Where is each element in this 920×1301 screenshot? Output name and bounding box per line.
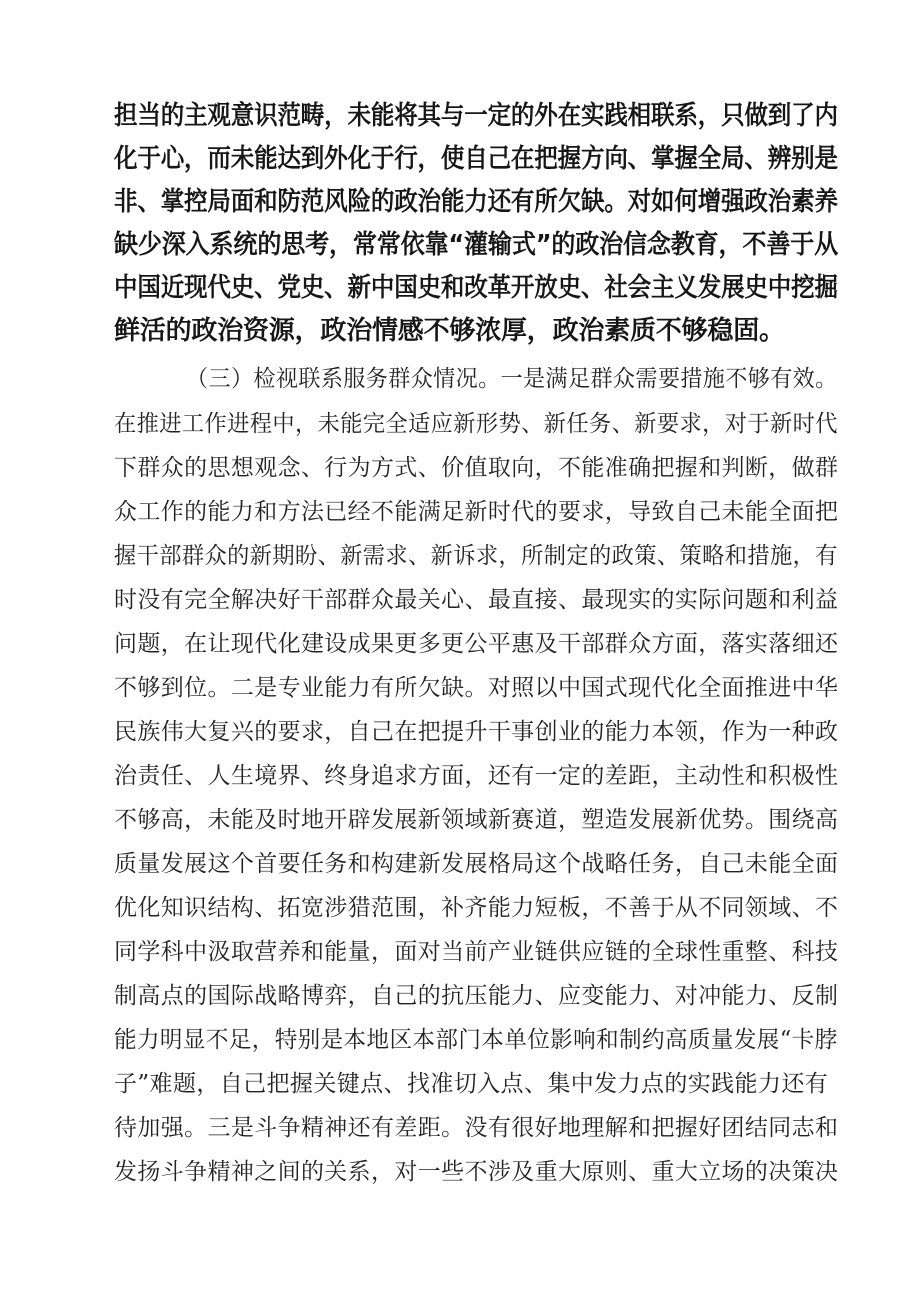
text-line: 民族伟大复兴的要求，自己在把提升干事创业的能力本领，作为一种政 bbox=[114, 719, 839, 745]
text-line: 缺少深入系统的思考，常常依靠“灌输式”的政治信念教育，不善于从 bbox=[114, 230, 838, 260]
text-line: 同学科中汲取营养和能量，面对当前产业链供应链的全球性重整、科技 bbox=[114, 939, 839, 965]
text-line: 时没有完全解决好干部群众最关心、最直接、最现实的实际问题和利益 bbox=[114, 587, 839, 613]
text-line: 化于心，而未能达到外化于行，使自己在把握方向、掌握全局、辨别是 bbox=[114, 144, 838, 174]
text-line: 担当的主观意识范畴，未能将其与一定的外在实践相联系，只做到了内 bbox=[114, 101, 838, 131]
text-line: 质量发展这个首要任务和构建新发展格局这个战略任务，自己未能全面 bbox=[114, 851, 839, 877]
text-line: 众工作的能力和方法已经不能满足新时代的要求，导致自己未能全面把 bbox=[114, 499, 839, 525]
text-line: 治责任、人生境界、终身追求方面，还有一定的差距，主动性和积极性 bbox=[114, 763, 839, 789]
text-line: 子”难题，自己把握关键点、找准切入点、集中发力点的实践能力还有 bbox=[114, 1071, 829, 1097]
section-heading-line: （三）检视联系服务群众情况。一是满足群众需要措施不够有效。 bbox=[186, 366, 838, 392]
text-line: 中国近现代史、党史、新中国史和改革开放史、社会主义发展史中挖掘 bbox=[114, 273, 838, 303]
text-line: 不够到位。二是专业能力有所欠缺。对照以中国式现代化全面推进中华 bbox=[114, 675, 839, 701]
text-line: 制高点的国际战略博弈，自己的抗压能力、应变能力、对冲能力、反制 bbox=[114, 983, 839, 1009]
text-line: 能力明显不足，特别是本地区本部门本单位影响和制约高质量发展“卡脖 bbox=[114, 1027, 838, 1053]
text-line: 在推进工作进程中，未能完全适应新形势、新任务、新要求，对于新时代 bbox=[114, 411, 838, 437]
text-line: 非、掌控局面和防范风险的政治能力还有所欠缺。对如何增强政治素养 bbox=[114, 187, 838, 217]
text-line: 待加强。三是斗争精神还有差距。没有很好地理解和把握好团结同志和 bbox=[114, 1115, 839, 1141]
text-line: 鲜活的政治资源，政治情感不够浓厚，政治素质不够稳固。 bbox=[114, 316, 785, 346]
text-line: 不够高，未能及时地开辟发展新领域新赛道，塑造发展新优势。围绕高 bbox=[114, 807, 839, 833]
text-line: 优化知识结构、拓宽涉猎范围，补齐能力短板，不善于从不同领域、不 bbox=[114, 895, 839, 921]
text-line: 发扬斗争精神之间的关系，对一些不涉及重大原则、重大立场的决策决 bbox=[114, 1159, 839, 1185]
text-line: 问题，在让现代化建设成果更多更公平惠及干部群众方面，落实落细还 bbox=[114, 631, 839, 657]
text-line: 下群众的思想观念、行为方式、价值取向，不能准确把握和判断，做群 bbox=[114, 455, 839, 481]
text-line: 握干部群众的新期盼、新需求、新诉求，所制定的政策、策略和措施，有 bbox=[114, 543, 838, 569]
